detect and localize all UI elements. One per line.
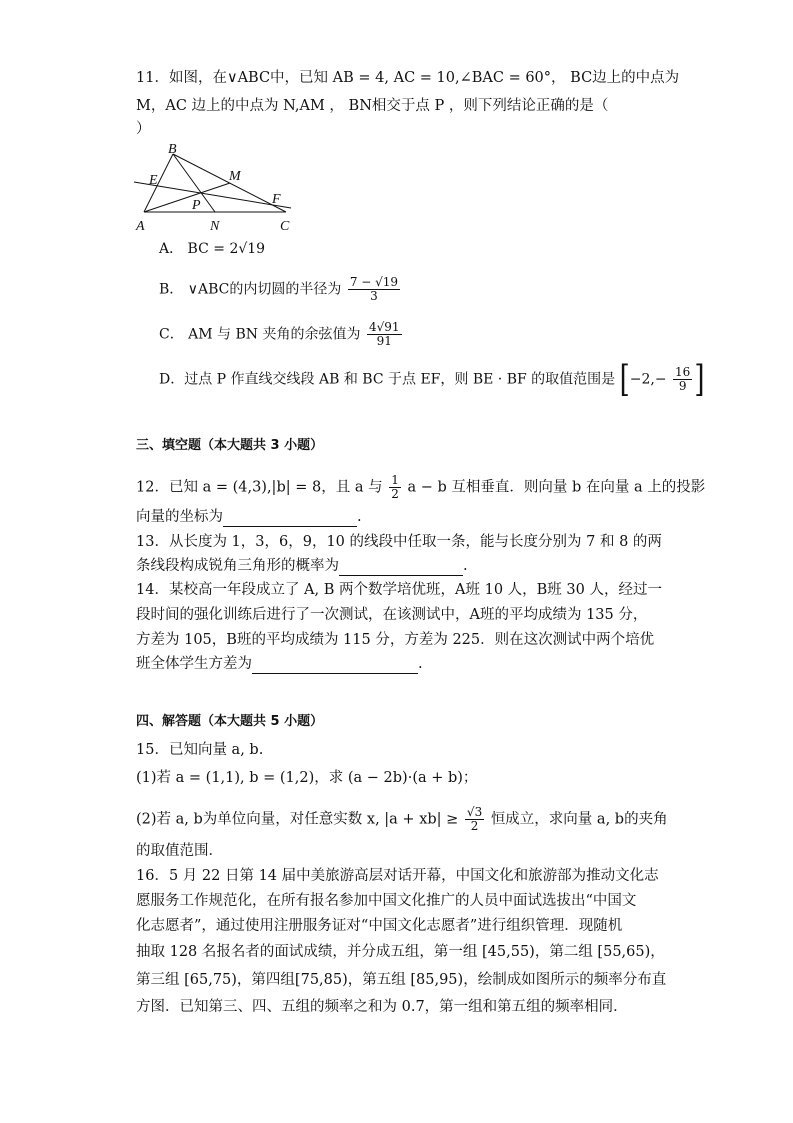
triangle-figure bbox=[126, 142, 306, 237]
bracket-left: [ bbox=[619, 358, 630, 401]
label-e: E bbox=[149, 173, 158, 188]
label-p: P bbox=[192, 198, 201, 213]
q15-line-3 bbox=[136, 806, 668, 833]
numerator: 4√91 bbox=[368, 320, 400, 334]
q15-line-3-part-2: 恒成立，求向量 a, b的夹角 bbox=[490, 811, 668, 828]
label-a: A bbox=[136, 219, 145, 234]
answer-blank[interactable] bbox=[339, 561, 463, 576]
q16-line-5: 第三组 [65,75)，第四组[75,85)，第五组 [85,95)，绘制成如图所示的频率分布直 bbox=[136, 972, 667, 988]
fraction bbox=[673, 366, 692, 393]
q12-part-2: a = (4,3),|b| = 8，且 bbox=[202, 479, 351, 496]
q11-option-d-text: D．过点 P 作直线交线段 AB 和 BC 于点 EF，则 BE · BF 的取值范围是 bbox=[159, 371, 616, 388]
q11-line-3: ） bbox=[136, 121, 151, 137]
fraction bbox=[367, 321, 402, 348]
q13-line-1: 13．从长度为 1，3，6，9，10 的线段中任取一条，能与长度分别为 7 和 8 的两 bbox=[136, 534, 662, 550]
q15-line-4: 的取值范围． bbox=[136, 843, 223, 859]
q12-part-4: a − b 互相垂直．则向量 b 在向量 a 上的投影 bbox=[407, 479, 706, 496]
q16-line-1: 16．5 月 22 日第 14 届中美旅游高层对话开幕，中国文化和旅游部为推动文化志 bbox=[136, 868, 659, 884]
q11-line-2: M，AC 边上的中点为 N,AM ， BN相交于点 P ，则下列结论正确的是（ bbox=[136, 98, 609, 114]
q14-line-3: 方差为 105，B班的平均成绩为 115 分，方差为 225．则在这次测试中两个培优 bbox=[136, 632, 655, 648]
q14-line-1: 14．某校高一年段成立了 A, B 两个数学培优班，A班 10 人，B班 30 人，经过一 bbox=[136, 582, 662, 598]
label-n: N bbox=[210, 219, 220, 234]
period: . bbox=[357, 509, 362, 525]
q15-line-3-part-1: (2)若 a, b为单位向量，对任意实数 x, |a + xb| ≥ bbox=[136, 811, 459, 828]
denominator: 2 bbox=[391, 487, 399, 501]
q12-part-3: a 与 bbox=[354, 479, 383, 496]
section-title-fill-in: 三、填空题（本大题共 3 小题） bbox=[136, 438, 324, 453]
label-b: B bbox=[168, 142, 177, 157]
q16-line-2: 愿服务工作规范化，在所有报名参加中国文化推广的人员中面试选拔出“中国文 bbox=[136, 893, 637, 909]
period: . bbox=[418, 656, 423, 672]
q11-option-a: A． BC = 2√19 bbox=[159, 241, 266, 257]
q11-option-d bbox=[159, 358, 705, 401]
range-left: −2,− bbox=[629, 371, 667, 388]
q15-line-1: 15．已知向量 a, b. bbox=[136, 742, 264, 758]
denominator: 2 bbox=[470, 819, 479, 833]
q12-part-1: 12．已知 bbox=[136, 479, 198, 496]
q15-line-2: (1)若 a = (1,1), b = (1,2)，求 (a − 2b)·(a + b)； bbox=[136, 770, 478, 786]
q14-line-4 bbox=[136, 654, 423, 674]
q11-option-c-text: C． AM 与 BN 夹角的余弦值为 bbox=[159, 326, 361, 343]
label-f: F bbox=[272, 192, 281, 207]
label-c: C bbox=[280, 219, 290, 234]
numerator: √3 bbox=[466, 805, 483, 819]
bracket-right: ] bbox=[694, 358, 705, 401]
answer-blank[interactable] bbox=[223, 512, 357, 527]
denominator: 3 bbox=[370, 289, 378, 303]
q16-line-3: 化志愿者”，通过使用注册服务证对“中国文化志愿者”进行组织管理．现随机 bbox=[136, 918, 623, 934]
answer-blank[interactable] bbox=[252, 659, 418, 674]
numerator: 1 bbox=[391, 473, 399, 487]
q12-line-1 bbox=[136, 474, 705, 501]
q14-line-2: 段时间的强化训练后进行了一次测试，在该测试中，A班的平均成绩为 135 分， bbox=[136, 607, 648, 623]
period: . bbox=[463, 558, 468, 574]
numerator: 16 bbox=[675, 365, 691, 379]
denominator: 9 bbox=[678, 379, 687, 393]
label-m: M bbox=[229, 169, 241, 184]
q12-line-2-text: 向量的坐标为 bbox=[136, 509, 223, 525]
section-title-solutions: 四、解答题（本大题共 5 小题） bbox=[136, 714, 324, 729]
q13-line-2-text: 条线段构成锐角三角形的概率为 bbox=[136, 558, 339, 574]
q12-line-2 bbox=[136, 507, 362, 527]
fraction bbox=[465, 806, 484, 833]
q16-line-6: 方图．已知第三、四、五组的频率之和为 0.7，第一组和第五组的频率相同． bbox=[136, 999, 628, 1015]
q11-option-b-text: B． ∨ABC的内切圆的半径为 bbox=[159, 281, 342, 298]
q11-option-c bbox=[159, 321, 404, 348]
numerator: 7 − √19 bbox=[349, 275, 399, 289]
q16-line-4: 抽取 128 名报名者的面试成绩，并分成五组，第一组 [45,55)，第二组 [55,65)， bbox=[136, 944, 665, 960]
q14-line-4-text: 班全体学生方差为 bbox=[136, 656, 252, 672]
q11-option-b bbox=[159, 276, 402, 303]
denominator: 91 bbox=[376, 334, 392, 348]
fraction bbox=[389, 474, 401, 501]
fraction bbox=[348, 276, 400, 303]
q11-line-1: 11．如图，在∨ABC中，已知 AB = 4, AC = 10,∠BAC = 60°， BC边上的中点为 bbox=[136, 70, 680, 86]
q13-line-2 bbox=[136, 556, 468, 576]
